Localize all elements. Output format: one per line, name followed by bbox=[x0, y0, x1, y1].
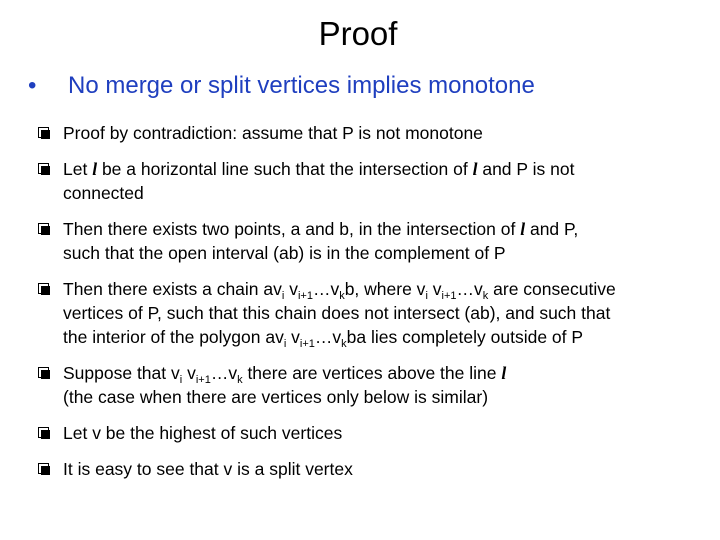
item-text: are consecutive bbox=[488, 279, 616, 299]
subscript: i+1 bbox=[195, 374, 211, 386]
line-symbol: l bbox=[520, 219, 526, 239]
list-item bbox=[36, 277, 708, 349]
list-item bbox=[36, 157, 708, 205]
line-symbol: l bbox=[472, 159, 478, 179]
item-text: Then there exists a chain av bbox=[63, 279, 282, 299]
subscript: i bbox=[283, 338, 287, 350]
slide-title: Proof bbox=[318, 15, 398, 52]
subscript: i bbox=[281, 290, 285, 302]
item-text: v bbox=[284, 279, 298, 299]
item-continuation: such that the open interval (ab) is in the complement of P bbox=[63, 243, 506, 263]
list-item bbox=[36, 217, 708, 265]
item-text: It is easy to see that v is a split vertex bbox=[63, 459, 353, 479]
lead-text: No merge or split vertices implies monotone bbox=[68, 72, 535, 99]
subscript: k bbox=[237, 374, 243, 386]
checkbox-bullet-icon bbox=[38, 283, 49, 294]
item-text: ba lies completely outside of P bbox=[346, 327, 584, 347]
checkbox-bullet-icon bbox=[38, 163, 49, 174]
subscript: i+1 bbox=[299, 338, 315, 350]
list-item bbox=[36, 121, 708, 145]
item-text: the interior of the polygon av bbox=[63, 327, 284, 347]
item-text: and P, bbox=[525, 219, 579, 239]
checkbox-bullet-icon bbox=[38, 427, 49, 438]
subscript: i+1 bbox=[441, 290, 457, 302]
list-item bbox=[36, 457, 708, 481]
item-text: v bbox=[427, 279, 442, 299]
checkbox-bullet-icon bbox=[38, 367, 49, 378]
item-text: Let bbox=[63, 159, 93, 179]
item-text: b, where v bbox=[344, 279, 426, 299]
item-continuation: connected bbox=[63, 183, 144, 203]
item-text: and P is not bbox=[477, 159, 575, 179]
item-text: …v bbox=[314, 327, 342, 347]
item-text: Then there exists two points, a and b, in the intersection of bbox=[63, 219, 521, 239]
item-text: …v bbox=[456, 279, 483, 299]
checkbox-bullet-icon bbox=[38, 463, 49, 474]
line-symbol: l bbox=[92, 159, 98, 179]
item-text: there are vertices above the line bbox=[242, 363, 502, 383]
item-text: …v bbox=[210, 363, 238, 383]
item-text: Let v be the highest of such vertices bbox=[63, 423, 343, 443]
bullet-dot: • bbox=[28, 72, 37, 99]
subscript: k bbox=[482, 290, 489, 302]
checkbox-bullet-icon bbox=[38, 127, 49, 138]
subscript: k bbox=[339, 290, 345, 302]
subscript: i+1 bbox=[297, 290, 313, 302]
item-continuation: vertices of P, such that this chain does not intersect (ab), and such that bbox=[63, 303, 611, 323]
item-text: v bbox=[286, 327, 300, 347]
lead-bullet bbox=[22, 70, 702, 102]
item-text: Suppose that v bbox=[63, 363, 180, 383]
list-item bbox=[36, 361, 708, 409]
list-item bbox=[36, 421, 708, 445]
item-text: …v bbox=[312, 279, 340, 299]
subscript: i bbox=[425, 290, 428, 302]
subscript: k bbox=[341, 338, 347, 350]
item-text: v bbox=[182, 363, 196, 383]
checkbox-bullet-icon bbox=[38, 223, 49, 234]
subscript: i bbox=[179, 374, 183, 386]
line-symbol: l bbox=[501, 363, 507, 383]
item-text: be a horizontal line such that the intersection of bbox=[97, 159, 473, 179]
item-text: Proof by contradiction: assume that P is not monotone bbox=[63, 123, 483, 143]
item-continuation: (the case when there are vertices only below is similar) bbox=[63, 387, 489, 407]
item-continuation bbox=[63, 325, 708, 349]
